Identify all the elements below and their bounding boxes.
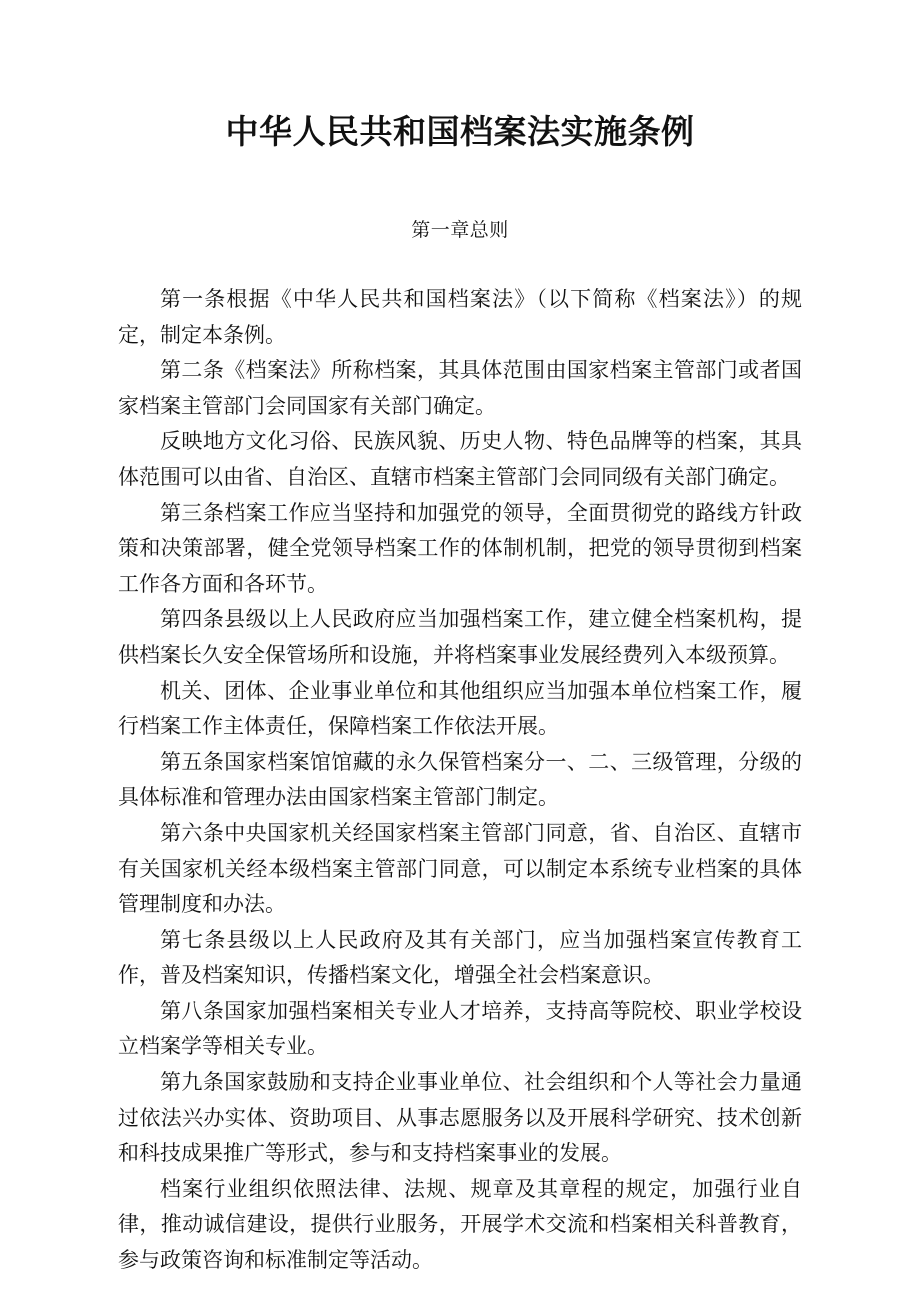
document-content	[118, 0, 802, 1279]
chapter-heading: 第一章总则	[411, 219, 509, 241]
body-paragraph: 第七条县级以上人民政府及其有关部门，应当加强档案宣传教育工作，普及档案知识，传播档案文化，增强全社会档案意识。	[118, 927, 802, 988]
body-paragraph: 机关、团体、企业事业单位和其他组织应当加强本单位档案工作，履行档案工作主体责任，保障档案工作依法开展。	[118, 678, 802, 739]
body-paragraph: 档案行业组织依照法律、法规、规章及其章程的规定，加强行业自律，推动诚信建设，提供行业服务，开展学术交流和档案相关科普教育，参与政策咨询和标准制定等活动。	[118, 1176, 802, 1273]
body-paragraph: 第一条根据《中华人民共和国档案法》（以下简称《档案法》）的规定，制定本条例。	[118, 287, 802, 347]
body-paragraph: 第六条中央国家机关经国家档案主管部门同意，省、自治区、直辖市有关国家机关经本级档案主管部门同意，可以制定本系统专业档案的具体管理制度和办法。	[118, 820, 802, 917]
body-paragraph: 第二条《档案法》所称档案，其具体范围由国家档案主管部门或者国家档案主管部门会同国家有关部门确定。	[118, 358, 802, 418]
body-paragraph: 第九条国家鼓励和支持企业事业单位、社会组织和个人等社会力量通过依法兴办实体、资助项目、从事志愿服务以及开展科学研究、技术创新和科技成果推广等形式，参与和支持档案事业的发展。	[118, 1070, 802, 1166]
document-body	[118, 244, 802, 1279]
body-paragraph: 反映地方文化习俗、民族风貌、历史人物、特色品牌等的档案，其具体范围可以由省、自治区、直辖市档案主管部门会同同级有关部门确定。	[118, 429, 802, 489]
body-paragraph: 第五条国家档案馆馆藏的永久保管档案分一、二、三级管理，分级的具体标准和管理办法由国家档案主管部门制定。	[118, 749, 802, 810]
body-paragraph: 第三条档案工作应当坚持和加强党的领导，全面贯彻党的路线方针政策和决策部署，健全党领导档案工作的体制机制，把党的领导贯彻到档案工作各方面和各环节。	[118, 500, 802, 596]
body-paragraph: 第八条国家加强档案相关专业人才培养，支持高等院校、职业学校设立档案学等相关专业。	[118, 998, 802, 1059]
body-paragraph: 第四条县级以上人民政府应当加强档案工作，建立健全档案机构，提供档案长久安全保管场所和设施，并将档案事业发展经费列入本级预算。	[118, 607, 802, 667]
page-title: 中华人民共和国档案法实施条例	[225, 112, 695, 151]
